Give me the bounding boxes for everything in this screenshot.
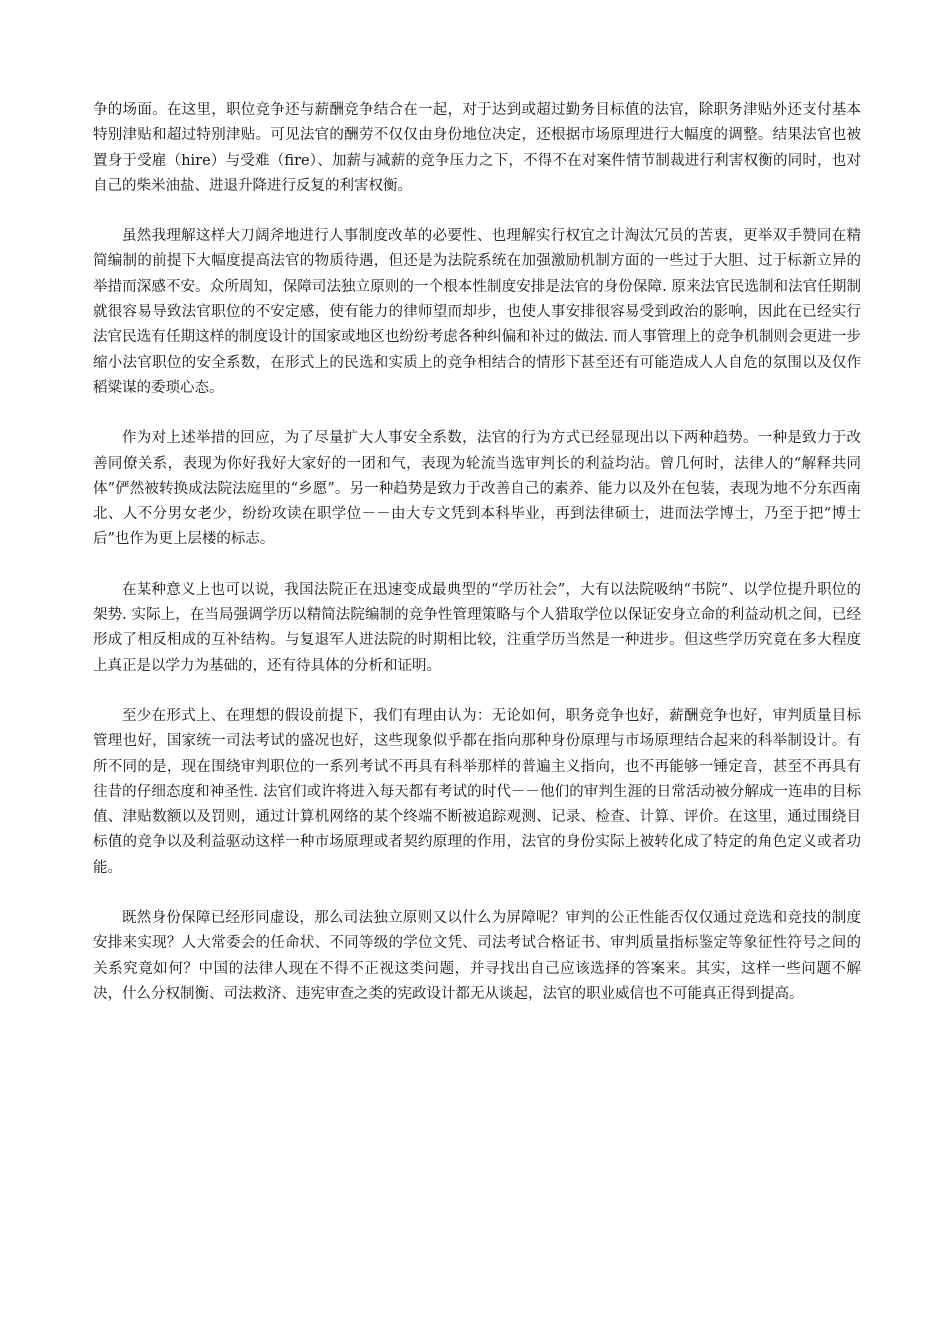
paragraph: 既然身份保障已经形同虚设，那么司法独立原则又以什么为屏障呢？审判的公正性能否仅仅通过竞选和竞技的制度安排来实现？人大常委会的任命状、不同等级的学位文凭、司法考试合格证书、审判质量指标鉴定等象征性符号之间的关系究竟如何？中国的法律人现在不得不正视这类问题，并寻找出自己应该选择的答案来。其实，这样一些问题不解决，什么分权制衡、司法救济、违宪审查之类的宪政设计都无从谈起，法官的职业威信也不可能真正得到提高。 — [93, 910, 861, 1002]
paragraph-continuation: 争的场面。在这里，职位竞争还与薪酬竞争结合在一起，对于达到或超过勤务目标值的法官，除职务津贴外还支付基本特别津贴和超过特别津贴。可见法官的酬劳不仅仅由身份地位决定，还根据市场原理进行大幅度的调整。结果法官也被置身于受雇（hire）与受难（fire）、加薪与减薪的竞争压力之下，不得不在对案件情节制裁进行利害权衡的同时，也对自己的柴米油盐、进退升降进行反复的利害权衡。 — [93, 102, 861, 194]
paragraph: 在某种意义上也可以说，我国法院正在迅速变成最典型的“学历社会”，大有以法院吸纳“书院”、以学位提升职位的架势. 实际上，在当局强调学历以精简法院编制的竞争性管理策略与个人猎取学位以保证安身立命的利益动机之间，已经形成了相反相成的互补结构。与复退军人进法院的时期相比较，注重学历当然是一种进步。但这些学历究竟在多大程度上真正是以学力为基础的，还有待具体的分析和证明。 — [93, 581, 861, 674]
paragraph: 作为对上述举措的回应，为了尽量扩大人事安全系数，法官的行为方式已经显现出以下两种趋势。一种是致力于改善同僚关系，表现为你好我好大家好的一团和气，表现为轮流当选审判长的利益均沾。曾几何时，法律人的“解释共同体”俨然被转换成法院法庭里的“乡愿”。另一种趋势是致力于改善自己的素养、能力以及外在包装，表现为地不分东西南北、人不分男女老少，纷纷攻读在职学位－－由大专文凭到本科毕业，再到法律硕士，进而法学博士，乃至于把“博士后”也作为更上层楼的标志。 — [93, 430, 861, 548]
document-page — [93, 98, 861, 1032]
paragraph: 虽然我理解这样大刀阔斧地进行人事制度改革的必要性、也理解实行权宜之计淘汰冗员的苦衷，更举双手赞同在精简编制的前提下大幅度提高法官的物质待遇，但还是为法院系统在加强激励机制方面的一些过于大胆、过于标新立异的举措而深感不安。众所周知，保障司法独立原则的一个根本性制度安排是法官的身份保障. 原来法官民选制和法官任期制就很容易导致法官职位的不安定感，使有能力的律师望而却步，也使人事安排很容易受到政治的影响，因此在已经实行法官民选有任期这样的制度设计的国家或地区也纷纷考虑各种纠偏和补过的做法. 而人事管理上的竞争机制则会更进一步缩小法官职位的安全系数，在形式上的民选和实质上的竞争相结合的情形下甚至还有可能造成人人自危的氛围以及仅作稻粱谋的委琐心态。 — [93, 228, 861, 396]
paragraph: 至少在形式上、在理想的假设前提下，我们有理由认为：无论如何，职务竞争也好，薪酬竞争也好，审判质量目标管理也好，国家统一司法考试的盛况也好，这些现象似乎都在指向那种身份原理与市场原理结合起来的科举制设计。有所不同的是，现在围绕审判职位的一系列考试不再具有科举那样的普遍主义指向，也不再能够一锤定音，甚至不再具有往昔的仔细态度和神圣性. 法官们或许将进入每天都有考试的时代－－他们的审判生涯的日常活动被分解成一连串的目标值、津贴数额以及罚则，通过计算机网络的某个终端不断被追踪观测、记录、检查、计算、评价。在这里，通过围绕目标值的竞争以及利益驱动这样一种市场原理或者契约原理的作用，法官的身份实际上被转化成了特定的角色定义或者功能。 — [93, 707, 861, 876]
